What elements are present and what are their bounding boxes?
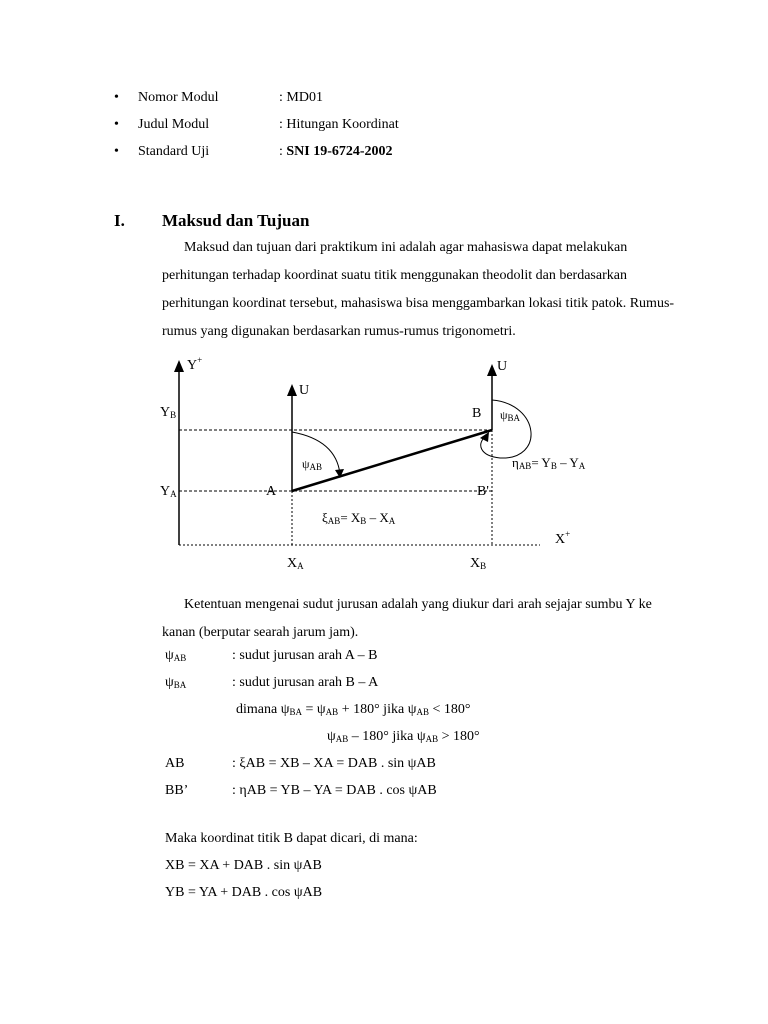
xi-label: ξAB= XB – XA [322, 510, 396, 526]
north-arrow-b-icon [487, 364, 497, 376]
bullet-icon: • [114, 90, 119, 105]
north-label-a: U [299, 383, 310, 398]
equation-2: $\psi_{AB} - 180^\circ$ jika $\psi_{AB} > 180^\circ$ [327, 729, 480, 744]
meta-value: : Hitungan Koordinat [279, 117, 399, 132]
meta-value-prefix: : [279, 144, 287, 159]
psi-ba-label: ψBA [500, 408, 521, 423]
coordinate-diagram [0, 345, 768, 585]
yb-label: YB [160, 405, 177, 420]
meta-label: Standard Uji [138, 144, 210, 159]
xa-label: XA [287, 556, 304, 571]
psi-ab-symbol: $\psi_{AB}$ [165, 648, 187, 663]
y-axis-label: Y+ [187, 355, 203, 373]
point-b-prime-label: B' [477, 484, 489, 499]
meta-label: Nomor Modul [138, 90, 219, 105]
point-b-label: B [472, 406, 482, 421]
north-label-b: U [497, 359, 508, 374]
section-paragraph: Maksud dan tujuan dari praktikum ini adalah agar mahasiswa dapat melakukan perhitungan terhadap koordinat suatu titik menggunakan theodolit dan berdasarkan perhitungan koordinat tersebut, mahasiswa bisa menggambarkan lokasi titik patok. Rumus-rumus yang digunakan berdasarkan rumus-rumus trigonometri. [162, 240, 675, 339]
point-a-label: A [266, 484, 277, 499]
psi-ab-desc: : sudut jurusan arah A – B [232, 648, 378, 663]
psi-ab-label: ψAB [302, 457, 323, 472]
section-title: Maksud dan Tujuan [162, 211, 310, 230]
psi-ba-symbol: $\psi_{BA}$ [165, 675, 187, 690]
rules-intro: Ketentuan mengenai sudut jurusan adalah yang diukur dari arah sejajar sumbu Y ke kanan (berputar searah jarum jam). [162, 597, 652, 640]
standard-code: SNI 19-6724-2002 [286, 144, 393, 159]
ya-label: YA [160, 484, 177, 499]
conclusion-intro: Maka koordinat titik B dapat dicari, di mana: [165, 831, 418, 846]
xb-label: XB [470, 556, 487, 571]
bullet-icon: • [114, 117, 119, 132]
north-arrow-a-icon [287, 384, 297, 396]
meta-label: Judul Modul [138, 117, 210, 132]
bb-label: BB’ [165, 783, 189, 798]
ab-formula: : ξAB = XB – XA = DAB . sin ψAB [232, 756, 436, 771]
line-ab [292, 430, 492, 491]
x-axis-label: X+ [555, 529, 571, 547]
yb-formula: YB = YA + DAB . cos ψAB [165, 885, 323, 900]
equation-1: dimana $\psi_{BA} = \psi_{AB} + 180^\circ$ jika $\psi_{AB} < 180^\circ$ [236, 702, 471, 717]
meta-value: : MD01 [279, 90, 323, 105]
psi-ba-desc: : sudut jurusan arah B – A [232, 675, 379, 690]
ab-label: AB [165, 756, 185, 771]
y-axis-arrow-icon [174, 360, 184, 372]
meta-value [279, 145, 393, 159]
bullet-icon: • [114, 144, 119, 159]
bb-formula: : ηAB = YB – YA = DAB . cos ψAB [232, 783, 437, 798]
eta-label: ηAB= YB – YA [512, 455, 586, 471]
section-number: I. [114, 211, 125, 230]
xb-formula: XB = XA + DAB . sin ψAB [165, 858, 322, 873]
